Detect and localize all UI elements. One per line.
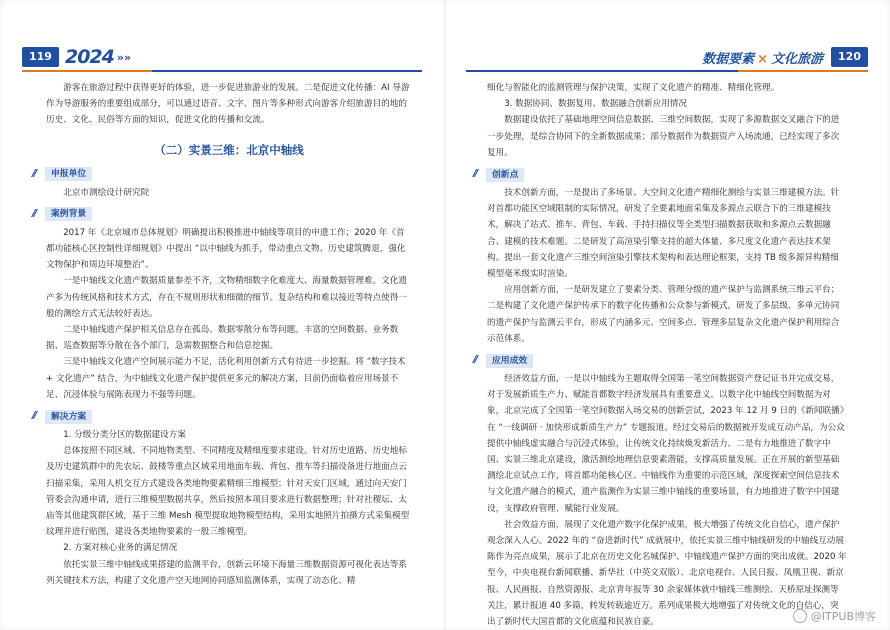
intro-paragraph: 游客在旅游过程中获得更好的体验，进一步促进旅游业的发展。二是促进文化传播：AI 导游作为导游服务的重要组成部分，可以通过语音、文字、图片等多种形式向游客介绍旅游目的地的历史、文化、民俗等方面的知识，促进文化的传播和交流。 [46,83,410,126]
left-page-body [32,80,412,589]
left-page-number: 119 [22,47,59,67]
results-paragraph: 社会效益方面，展现了文化遗产数字化保护成果，极大增强了传统文化自信心，遗产保护观念深入人心。2022 年的 “奋进新时代” 成就展中，依托实景三维中轴线研发的中轴线互动展陈作为亮点成果，展示了北京在历史文化名城保护、中轴线遗产保护方面的突出成就。2020 年至今，中央电视台新闻联播、新华社（中英文双版）、北京电视台、人民日报、凤凰卫视、新京报、人民画报、自然资源报、北京青年报等 30 余家媒体就中轴线三维测绘、天桥原址探测等关注，累计报道 40 多篇，转发转载逾近万。系列成果极大地增强了对传统文化的自信心，突出了新时代大国首都的文化底蕴和民族自豪。 [487,519,847,628]
solution-subheading: 1. 分级分类分区的数据建设方案 [63,430,186,441]
data-paragraph: 数据建设依托了基础地理空间信息数据、三维空间数据，实现了多源数据交叉融合下的进一步处理，是综合协同下的全新数据成果；部分数据作为数据资产入场流通，已经实现了多次复用。 [487,115,840,158]
brand-part-b: 文化旅游 [771,51,824,67]
background-paragraph: 2017 年《北京城市总体规划》明确提出积极推进中轴线等项目的申遗工作；2020 年《首都功能核心区控制性详细规划》中提出 “以中轴线为抓手，带动重点文物、历史建筑腾退，强化文物保护和周边环境整治”。 [46,227,406,271]
right-page-number: 120 [831,47,868,67]
solution-paragraph: 依托实景三维中轴线成果搭建的监测平台，创新云环境下海量三维数据资源可视化表达等系列关键技术方法，构建了文化遗产空天地网协同感知监测体系，实现了动态化、精 [46,559,407,586]
book-gutter [444,0,446,630]
right-page-body [473,80,847,630]
slash-icon: // [473,168,477,180]
section-tag-solution [32,409,412,424]
innovation-paragraph: 应用创新方面，一是研发建立了要素分类、管理分级的遗产保护与监测系统三维云平台；二是构建了文化遗产保护传承下的数字化传播和公众参与新模式，研发了多层级、多单元协同的遗产保护与监测云平台，形成了内涵多元、空间多点、管理多层复杂文化遗产保护利用综合示范体系。 [487,285,840,344]
background-paragraph: 二是中轴线遗产保护相关信息存在孤岛、数据零散分布等问题。丰富的空间数据、业务数据、巡查数据等分散在各个部门，急需数据整合和信息挖掘。 [46,325,399,352]
left-page-header [22,46,131,68]
tag-label: 创新点 [486,168,524,182]
chevron-icon: »» [116,50,132,64]
right-brand-title [702,48,823,67]
left-header-rule [22,70,422,72]
watermark [793,608,876,624]
applicant-name: 北京市测绘设计研究院 [63,187,150,198]
slash-icon: // [32,168,36,180]
tag-label: 申报单位 [45,167,92,181]
tag-label: 解决方案 [45,410,92,424]
tag-label: 案例背景 [45,207,92,221]
innovation-paragraph: 技术创新方面，一是提出了多场景、大空间文化遗产精细化测绘与实景三维建模方法。针对首都功能区空域限制的实际情况，研发了全要素地面采集及多源点云联合下的三维建模技术，解决了站式、推车、背包、车载、手持扫描仪等全类型扫描数据获取和多源点云数据融合、建模的技术难题。二是研发了高渲染引擎支持的超大体量、多尺度文化遗产表达技术架构。提出一套文化遗产三维空间渲染引擎技术架构和表达理论框架，支持 TB 级多源异构精细模型毫米级实时渲染。 [487,188,840,280]
tag-label: 应用成效 [486,354,533,368]
right-page-header [702,46,868,68]
results-paragraph: 经济效益方面，一是以中轴线为主题取得全国第一笔空间数据资产登记证书并完成交易，对于发展新质生产力、赋能首都数字经济发展具有重要意义。以数字化中轴线空间数据为对象，北京完成了全国第一笔空间数据入场交易的创新尝试，2023 年 12 月 9 日的《新闻联播》在 “一线调研 · 加快形成新质生产力” 专题报道。经过交易后的数据被开发成互动产品，为公众提供中轴线虚实融合与沉浸式体验，让传统文化持续焕发新活力。二是有力地推进了数字中国、实景三维北京建设，激活测绘地理信息要素潜能，支撑高质量发展。正在开展的新型基础测绘北京试点工作，将首都功能核心区、中轴线作为重要的示范区域，深度探索空间信息技术与文化遗产融合的模式，遗产监测作为实景三维中轴线的重要场景，有力地推进了数字中国建设，支撑政府管理、赋能行业发展。 [487,374,845,514]
right-header-rule [466,70,868,72]
slash-icon: // [473,354,477,366]
watermark-icon [793,609,807,623]
section-tag-applicant [32,167,412,182]
data-subheading: 3. 数据协同、数据复用、数据融合创新应用情况 [504,99,687,110]
slash-icon: // [32,410,36,422]
background-paragraph: 一是中轴线文化遗产数据质量参差不齐，文物精细数字化难度大、海量数据管理难。文化遗产多为传统风格和技术方式，存在不规则形状和细微的细节。复杂结构和难以接近等特点使得一般的测绘方式无法较好表达。 [46,276,407,319]
background-paragraph: 三是中轴线文化遗产空间展示能力不足，活化利用创新方式有待进一步挖掘。将 “数字技术 + 文化遗产” 结合，为中轴线文化遗产保护提供更多元的解决方案，目前仍面临着应用场景不足、沉浸体验与展陈表现力不强等问题。 [46,357,406,400]
brand-part-a: 数据要素 [702,51,755,67]
brand-times: × [757,51,769,67]
section-tag-results [473,353,847,368]
section-tag-innovation [473,167,847,182]
continued-paragraph: 细化与智能化的监测管理与保护决策，实现了文化遗产的精准、精细化管理。 [487,83,780,93]
solution-subheading: 2. 方案对核心业务的满足情况 [63,543,178,554]
year-logo: 2024 [64,46,114,68]
section-title: （二）实景三维：北京中轴线 [154,142,304,157]
watermark-text: @ITPUB博客 [810,610,876,623]
slash-icon: // [32,208,36,220]
solution-paragraph: 总体按照不同区域、不同地物类型、不同精度及精细度要求建设。针对历史道路、历史地标及历史建筑群中的先农坛、鼓楼等重点区域采用地面车载、背包、推车等扫描设备进行地面点云扫描采集，采用人机交互方式建设各类地物要素精细三维模型；针对天安门区域，通过向天安门管委会沟通申请，进行三维模型数据共享，然后按照本项目要求进行数据整理；针对社稷坛、太庙等其他建筑群区域，基于三维 Mesh 模型提取地物模型结构，采用实地照片拍摄方式采集模型纹理并进行贴图，建设各类地物要素的一般三维模型。 [46,446,410,538]
section-tag-background [32,207,412,222]
